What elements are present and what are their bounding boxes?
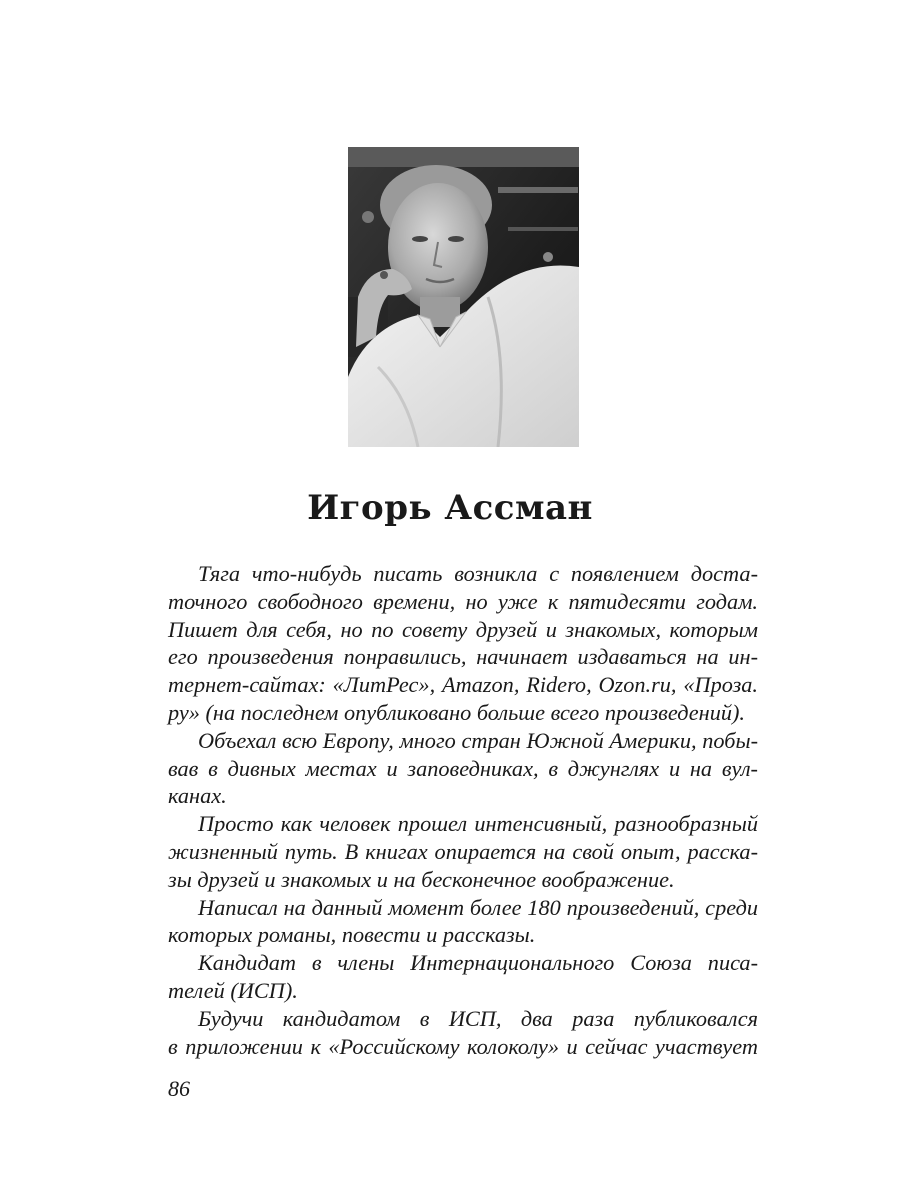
text-line: телей (ИСП). <box>168 977 298 1003</box>
paragraph <box>168 727 758 810</box>
text-line: Пишет для себя, но по совету друзей и знакомых, которым <box>168 616 758 642</box>
text-line: вав в дивных местах и заповедниках, в джунглях и на вул- <box>168 755 758 781</box>
text-line: Написал на данный момент более 180 произведений, среди <box>198 894 758 920</box>
text-line: его произведения понравились, начинает издаваться на ин- <box>168 644 758 670</box>
paragraph <box>168 1005 758 1061</box>
text-line: канах. <box>168 783 227 809</box>
portrait-illustration <box>348 147 579 447</box>
text-line: ру» (на последнем опубликовано больше всего произведений). <box>168 699 745 725</box>
text-line: зы друзей и знакомых и на бесконечное воображение. <box>168 866 675 892</box>
text-line: которых романы, повести и рассказы. <box>168 922 536 948</box>
text-line: Будучи кандидатом в ИСП, два раза публиковался <box>198 1005 758 1031</box>
biography-text <box>168 560 758 1060</box>
paragraph <box>168 949 758 1005</box>
text-line: точного свободного времени, но уже к пятидесяти годам. <box>168 588 758 614</box>
paragraph <box>168 894 758 950</box>
author-portrait-photo <box>348 147 579 447</box>
text-line: Кандидат в члены Интернационального Союза писа- <box>198 950 758 976</box>
text-line: жизненный путь. В книгах опирается на свой опыт, расска- <box>168 838 758 864</box>
author-name-heading: Игорь Ассман <box>307 488 593 528</box>
text-line: тернет-сайтах: «ЛитРес», Amazon, Ridero, Ozon.ru, «Проза. <box>168 672 758 698</box>
paragraph <box>168 810 758 893</box>
text-line: в приложении к «Российскому колоколу» и сейчас участвует <box>168 1033 758 1059</box>
text-line: Объехал всю Европу, много стран Южной Америки, побы- <box>198 727 758 753</box>
page-number: 86 <box>168 1076 190 1101</box>
paragraph <box>168 560 758 727</box>
text-line: Просто как человек прошел интенсивный, разнообразный <box>198 811 758 837</box>
text-line: Тяга что-нибудь писать возникла с появлением доста- <box>198 561 758 586</box>
